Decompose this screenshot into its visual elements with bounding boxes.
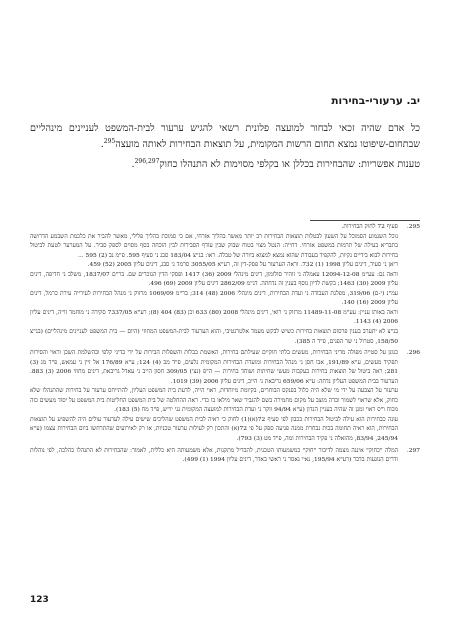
paragraph: טענות אפשריות: שהבחירות בכללן או בקלפי מסוימות לא התנהלו כחוק$^{296,297}$.	[131, 158, 420, 171]
footnote-text: וראה באותו עניין: עע"מ 11489-11-08 מרזוק נ' רואי, דינים מינהלי 2008 (80) 633 וכן (83) 404 (8); רע"א 7337/05 סקירה נ' מוחמד זו"ה, דינים עליון 2006 (4) 1143.	[30, 309, 399, 326]
paragraph-text: כל אדם שהיה זכאי לבחור למועצה פלונית רשאי להגיש ערעור לבית-המשפט לעניינים מינהליים שבתחום-שיפוטו נמצא תחום הרשות המקומית, על תוצאות הבחירות לאותה מועצה	[30, 123, 420, 150]
footnote	[30, 223, 420, 347]
footnote-text: נוכל השגמוע הסמוכל על השעון לבטלות תוצאות הבחירות רב יותר מאשר בהליך אזרחי, אם כי סמוכת בהליך פלילי, מאשר להביר את כלכמת השבמע הדרושה בתבריא בעילה של תרמות במשפט אזרחי. דחייה: הנטל מצוי בטוח שבוק שבין עודף הסבירות לבין הוכחה בסף מסוים לספק סביר. על המערער לטעת לביטול בחירות לבוא בידיים נקיות, להקפיד בעבודת שהוא נמצא למצוא ביורה של טבלה. ראו: בג"צ 183/04 סבג נ' סעיף 595. פ"מ נב (2) 595 ...	[30, 233, 398, 259]
footnote-number: 295.	[406, 224, 420, 230]
footnote-text: המלה "כחוק" איננה מצמה לדיבור "חוק" במשמעותו הטכנית, להבדיל מתקנות, אלא משמעותה היא כללית, לאמור: שהבחירות לא התנהלו כהלכה, לפי נוהלות ודרים הנוגעות בדבר (רע"א 195/94, נאיי נאסר נ' ראשי באדר, דינים עליון 1994 (1) 499).	[30, 447, 398, 464]
footnote-number: 296.	[406, 350, 420, 357]
paragraph: כל אדם שהיה זכאי לבחור למועצה פלונית רשאי להגיש ערעור לבית-המשפט לעניינים מינהליים שבתחום-שיפוטו נמצא תחום הרשות המקומית, על תוצאות הבחירות לאותה מועצה$^{295}$.	[30, 123, 420, 150]
footnote	[30, 447, 420, 466]
main-text	[30, 121, 420, 178]
footnote-text: בג"צ לא יתערב בענין פרסום תוצאות בחירות כשיש לבקש מעמד אלטרנטיבי, והוא הערעור לבית-המשפט המחוזי (היום — בית המשפט לעניינים מינהליים) (בג"צ 158/50, סטרול נ' שר הפנים, פ"ד ה 385).	[30, 329, 398, 345]
footnote-separator	[310, 220, 420, 221]
footnote	[30, 349, 420, 444]
footnotes	[30, 223, 420, 468]
footnote-text: ריאן נ' סעיד, דינים עליון 1998 (1) 732. וראה הערעור על פסק-דין זה, רע"א 3055/05 סרמד נ' סבג, דינים עליון 2005 (52) 459.	[87, 262, 398, 269]
footnote-text: סעיף 72 לחוק הבחירות.	[341, 224, 398, 230]
footnote-text: כגונן על סטייה מפולה מדיני הבחירות, מעשים בלתי חוקיים שעילתם בחירות, האשמת בבלות והשפלות הבירות על ידי בדיני קלפי ובהשלמת השכן וראוי והסירות תפקיד מעשים, ע"א 191/89, אבו חסן נ' מנהל הבחירות ומועדת הבחירות המקומית גלעים, פ"ד מב (4) 124; ע"א 176/89 אל זיין נ' עמאש, פ"ד מג (3) 281; ראה ביטול של תוצאות בחירות בעקבות מעשי שחיתות ושוחד בחירות — ה"פ (נצ') 309/05 חסון הייב נ' עאדל גריבאת, דינים מחוזי 2006 (3) 883. הערעור בבית המשפט העליון נדחה: ע"א 659/06 גריבאת נ' הייב, דינים עליון 2006 (39) 1019.	[30, 350, 399, 385]
document-page	[30, 0, 420, 640]
paragraph-text: טענות אפשריות: שהבחירות בכללן או בקלפי מסוימות לא התנהלו כחוק	[159, 159, 420, 171]
page-number: 123	[30, 595, 49, 605]
footnote-text: עונה כבחירות הוא עילה לביטול הבחירות בכבון לפי סעיף 72(א)(1) לחוק כי ראיה לבית המשפט שהליכים שישים עילה לערעור עולים היה להשפיע על תוצאות הבחירות, הוא ראיה תחומה בכות נבחרת ממנה פגיעה ספק על פי 72(א) והתכון רק לעילות ערעור טכניות, או רק לאירועים שהתרחשו ביום הבחירות עצמו (ע"א 245/94, 83/94, מהזאלה נ' פקיד הבחירות ומה, פ"ד מט (3) 793).	[30, 416, 398, 443]
footnote-ref[interactable]: 295	[103, 137, 116, 145]
footnote-number: 297.	[406, 447, 420, 454]
section-heading: יב. ערעורי-בחירות	[331, 95, 420, 107]
footnote-text: עמ"נ (י-ם) 319/06, מפלגת העבודה נ' ועדת הבחירות, דינים מינהלי 2006 (48) 314; בר"מ 1069/09 מרזוק נ' מנהל הבחירות לעירייה עירת כרמל, דינים עליון 2009 (16) 140.	[30, 290, 399, 307]
footnote-text: וראה גם: עע"מ 12094-12-08 עאמלה נ' זוהיר סולומון, דינים מינהלי 2009 (36) 1417 ופסקי הדין הנזכרים שם. בר"ם 1837/07, משלב נ' חדיפה, דינים עליון 2009 (30) 1463; בקשת לדיון נוסף בענין זה נדחתה. דנ"מ 2862/09 דינים עליון 2009 (69) 496.	[30, 271, 399, 288]
footnote-ref[interactable]: 296,297	[134, 158, 160, 165]
footnote-text: ערעור על הצבעה על ידי מי שלא היה כלול בפנקס הבוחרים, בקיומת מיוחדות, ראוי הייה, לדעת בית המשפט העליון, להתייחס ערעור על בחירות שהתנהלו שלא כחוק, אלא שראוי לשמור ובדה מוצב על מקום מחמירה בשם להגביר שאר מילאו בו כדי. ראה ההחלטה של בית המשפט החליטות בית המשפט על יסוד מעשים כזה מכוח ו"ס ראוי ומגן זה שהיה בעניין הנדון (ע"א 94/94 ווקר נ' ועדת הבחירות למועצה המקומית גני יו"ש, פ"ד מח (5) 183).	[30, 388, 398, 414]
